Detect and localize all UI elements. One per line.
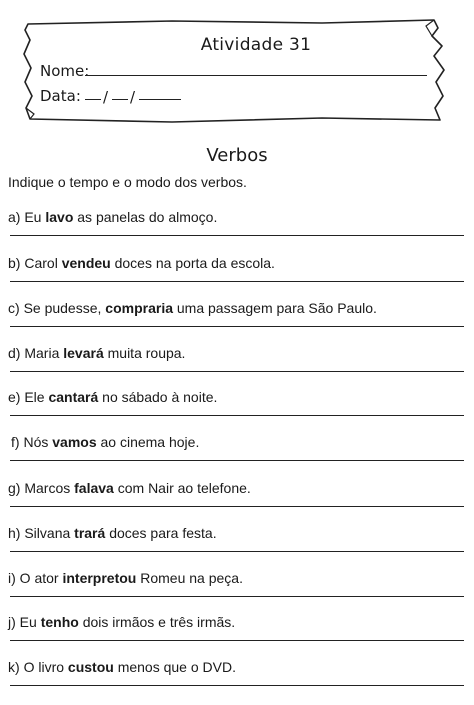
exercise-item [8,300,466,316]
exercise-item [8,614,466,630]
exercise-text-after: ao cinema hoje. [100,434,200,450]
exercise-item [11,434,466,450]
exercise-verb: falava [74,480,114,496]
exercise-text-before: Carol [24,255,58,271]
answer-line[interactable] [10,460,464,461]
name-field-line[interactable] [85,75,427,76]
exercise-item [8,659,466,675]
exercise-text-after: Romeu na peça. [140,570,243,586]
exercise-verb: vendeu [61,255,111,271]
date-separator: / [103,88,109,106]
exercise-item [8,570,466,586]
exercise-verb: tenho [40,614,79,630]
page-title: Atividade 31 [200,35,312,55]
date-year-line[interactable] [139,99,181,100]
exercise-verb: trará [74,525,106,541]
exercise-text-before: Se pudesse, [23,300,102,316]
exercise-verb: compraria [105,300,173,316]
exercise-text-after: doces para festa. [109,525,217,541]
exercise-verb: cantará [48,389,99,405]
section-title: Verbos [206,145,268,166]
name-label: Nome: [40,62,90,80]
exercise-text-after: no sábado à noite. [102,389,218,405]
exercise-text-before: Eu [19,614,37,630]
exercise-item [8,209,466,225]
exercise-letter: g) [8,480,21,496]
exercise-text-before: Maria [24,345,60,361]
title-scroll-banner [22,18,450,126]
answer-line[interactable] [10,281,464,282]
exercise-letter: b) [8,255,21,271]
answer-line[interactable] [10,235,464,236]
exercise-letter: e) [8,389,21,405]
exercise-letter: a) [8,209,21,225]
answer-line[interactable] [10,596,464,597]
answer-line[interactable] [10,640,464,641]
exercise-text-before: Eu [24,209,42,225]
exercise-letter: k) [8,659,20,675]
exercise-item [8,480,466,496]
exercise-text-after: uma passagem para São Paulo. [176,300,377,316]
exercise-text-after: com Nair ao telefone. [117,480,251,496]
exercise-text-before: Nós [23,434,49,450]
exercise-letter: j) [8,614,16,630]
exercise-verb: custou [67,659,114,675]
instruction-text: Indique o tempo e o modo dos verbos. [8,174,247,190]
exercise-text-before: O ator [19,570,59,586]
exercise-item [8,389,466,405]
exercise-letter: i) [8,570,16,586]
exercise-verb: interpretou [62,570,137,586]
exercise-text-before: Marcos [24,480,71,496]
date-label: Data: [40,87,81,105]
exercise-item [8,345,466,361]
exercise-text-after: dois irmãos e três irmãs. [82,614,236,630]
date-month-line[interactable] [112,99,128,100]
answer-line[interactable] [10,371,464,372]
exercise-letter: h) [8,525,21,541]
exercise-text-before: Silvana [24,525,71,541]
answer-line[interactable] [10,685,464,686]
exercise-letter: f) [11,434,20,450]
exercise-text-before: Ele [24,389,45,405]
exercise-text-after: as panelas do almoço. [77,209,218,225]
exercise-verb: levará [63,345,104,361]
exercise-item [8,525,466,541]
exercise-text-after: menos que o DVD. [117,659,236,675]
answer-line[interactable] [10,506,464,507]
answer-line[interactable] [10,415,464,416]
exercise-text-before: O livro [23,659,65,675]
date-separator: / [130,88,136,106]
exercise-verb: lavo [45,209,74,225]
answer-line[interactable] [10,326,464,327]
exercise-letter: d) [8,345,21,361]
exercise-text-after: doces na porta da escola. [114,255,275,271]
exercise-letter: c) [8,300,20,316]
exercise-item [8,255,466,271]
exercise-verb: vamos [52,434,97,450]
date-day-line[interactable] [85,99,101,100]
answer-line[interactable] [10,551,464,552]
exercise-text-after: muita roupa. [107,345,186,361]
